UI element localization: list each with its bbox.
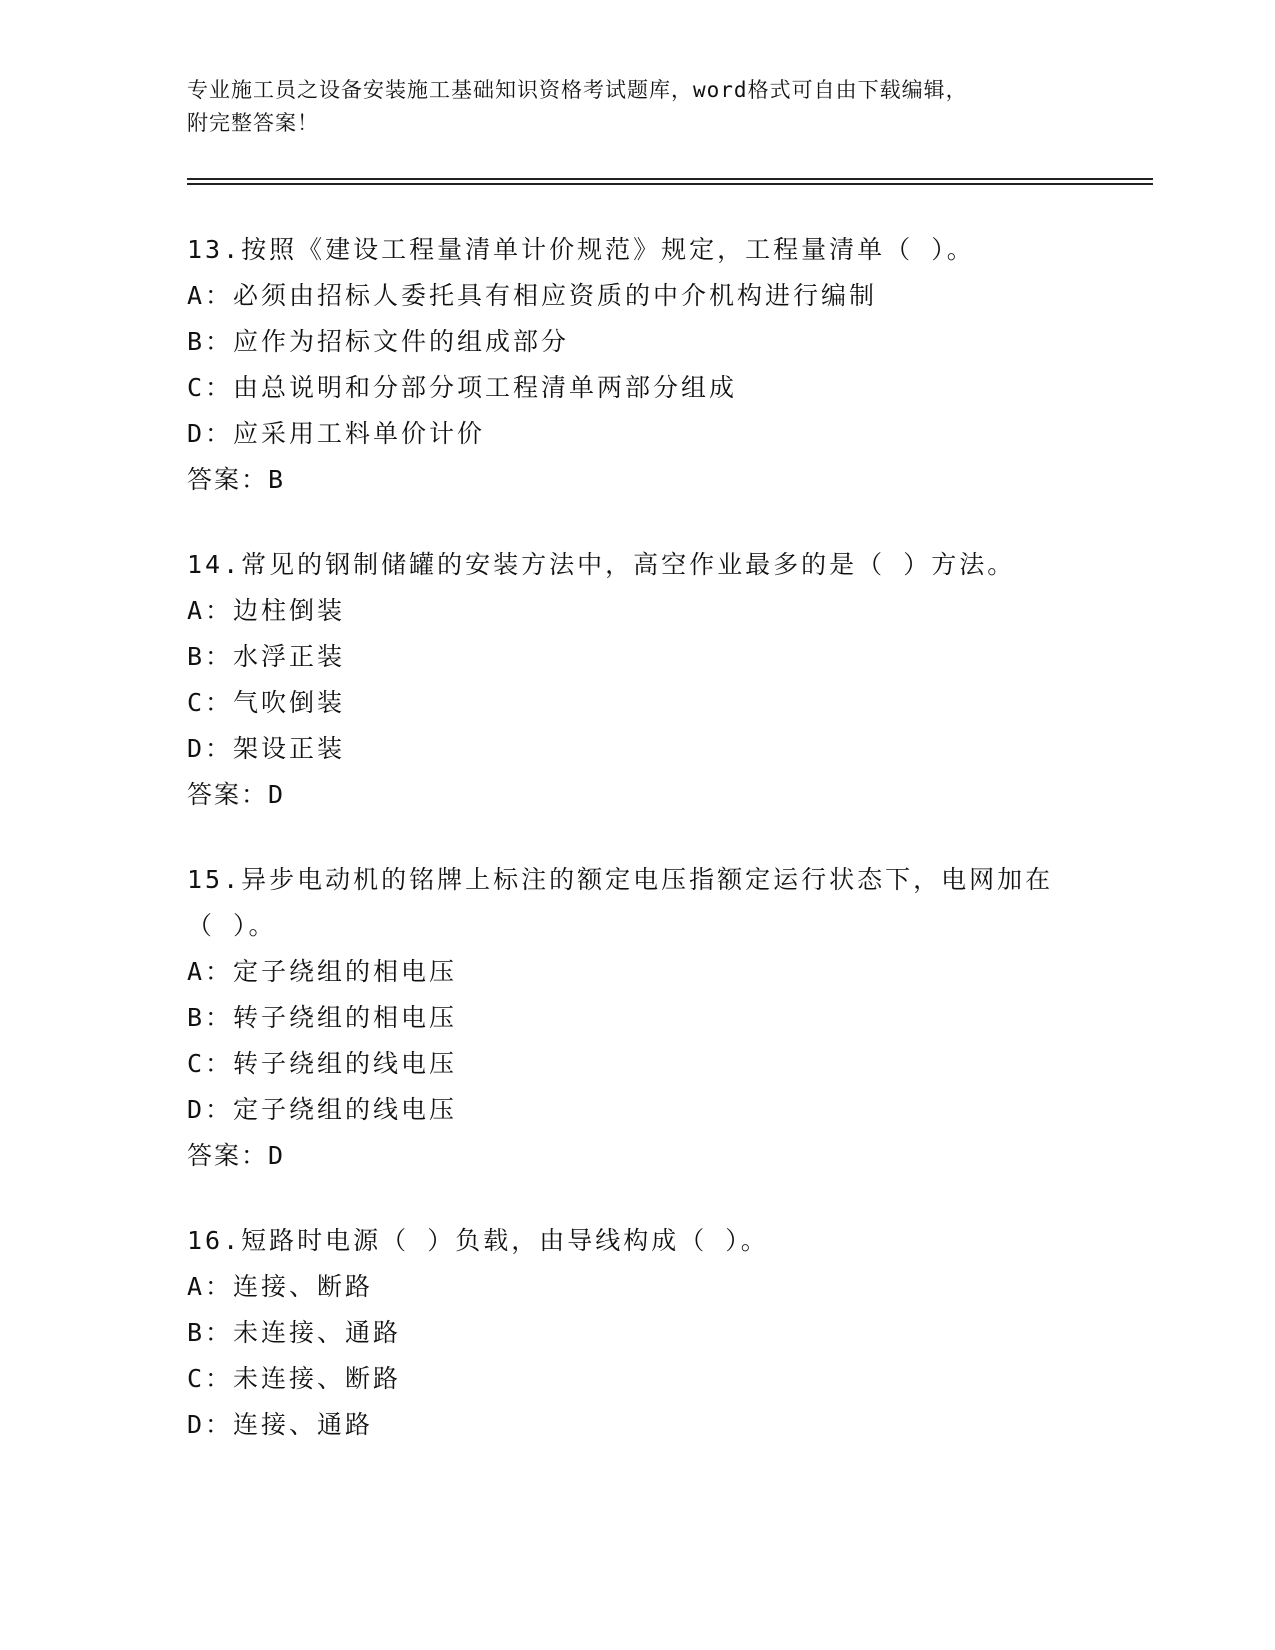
option-c: C：气吹倒装 bbox=[187, 688, 346, 717]
answer-value: B bbox=[268, 465, 286, 494]
option-d: D：定子绕组的线电压 bbox=[187, 1095, 458, 1124]
answer-line bbox=[187, 457, 1087, 503]
answer-value: D bbox=[268, 1141, 286, 1170]
option-d: D：架设正装 bbox=[187, 734, 346, 763]
option-a: A：必须由招标人委托具有相应资质的中介机构进行编制 bbox=[187, 281, 878, 310]
option-c: C：未连接、断路 bbox=[187, 1364, 402, 1393]
header-divider-bottom bbox=[187, 183, 1153, 185]
option-c: C：转子绕组的线电压 bbox=[187, 1049, 458, 1078]
question-15 bbox=[187, 857, 1067, 1179]
option-a: A：定子绕组的相电压 bbox=[187, 957, 458, 986]
question-text: 13.按照《建设工程量清单计价规范》规定，工程量清单（ ）。 bbox=[187, 235, 975, 264]
header-line-1: 专业施工员之设备安装施工基础知识资格考试题库，word格式可自由下载编辑， bbox=[187, 78, 968, 102]
option-b: B：未连接、通路 bbox=[187, 1318, 402, 1347]
header-line-2: 附完整答案！ bbox=[187, 111, 319, 135]
answer-label: 答案： bbox=[187, 1141, 269, 1170]
document-header bbox=[187, 74, 1087, 140]
question-14 bbox=[187, 542, 1087, 818]
option-b: B：应作为招标文件的组成部分 bbox=[187, 327, 570, 356]
option-b: B：水浮正装 bbox=[187, 642, 346, 671]
answer-value: D bbox=[268, 780, 286, 809]
question-text: 16.短路时电源（ ）负载，由导线构成（ ）。 bbox=[187, 1226, 769, 1255]
answer-line bbox=[187, 1133, 1067, 1179]
option-d: D：连接、通路 bbox=[187, 1410, 374, 1439]
answer-line bbox=[187, 772, 1087, 818]
answer-label: 答案： bbox=[187, 465, 269, 494]
option-c: C：由总说明和分部分项工程清单两部分组成 bbox=[187, 373, 738, 402]
question-16 bbox=[187, 1218, 1087, 1448]
option-a: A：边柱倒装 bbox=[187, 596, 346, 625]
option-a: A：连接、断路 bbox=[187, 1272, 374, 1301]
option-d: D：应采用工料单价计价 bbox=[187, 419, 486, 448]
option-b: B：转子绕组的相电压 bbox=[187, 1003, 458, 1032]
question-text: 14.常见的钢制储罐的安装方法中，高空作业最多的是（ ）方法。 bbox=[187, 550, 1016, 579]
answer-label: 答案： bbox=[187, 780, 269, 809]
question-text: 15.异步电动机的铭牌上标注的额定电压指额定运行状态下，电网加在（ ）。 bbox=[187, 865, 1054, 940]
question-13 bbox=[187, 227, 1087, 503]
header-divider-top bbox=[187, 178, 1153, 180]
